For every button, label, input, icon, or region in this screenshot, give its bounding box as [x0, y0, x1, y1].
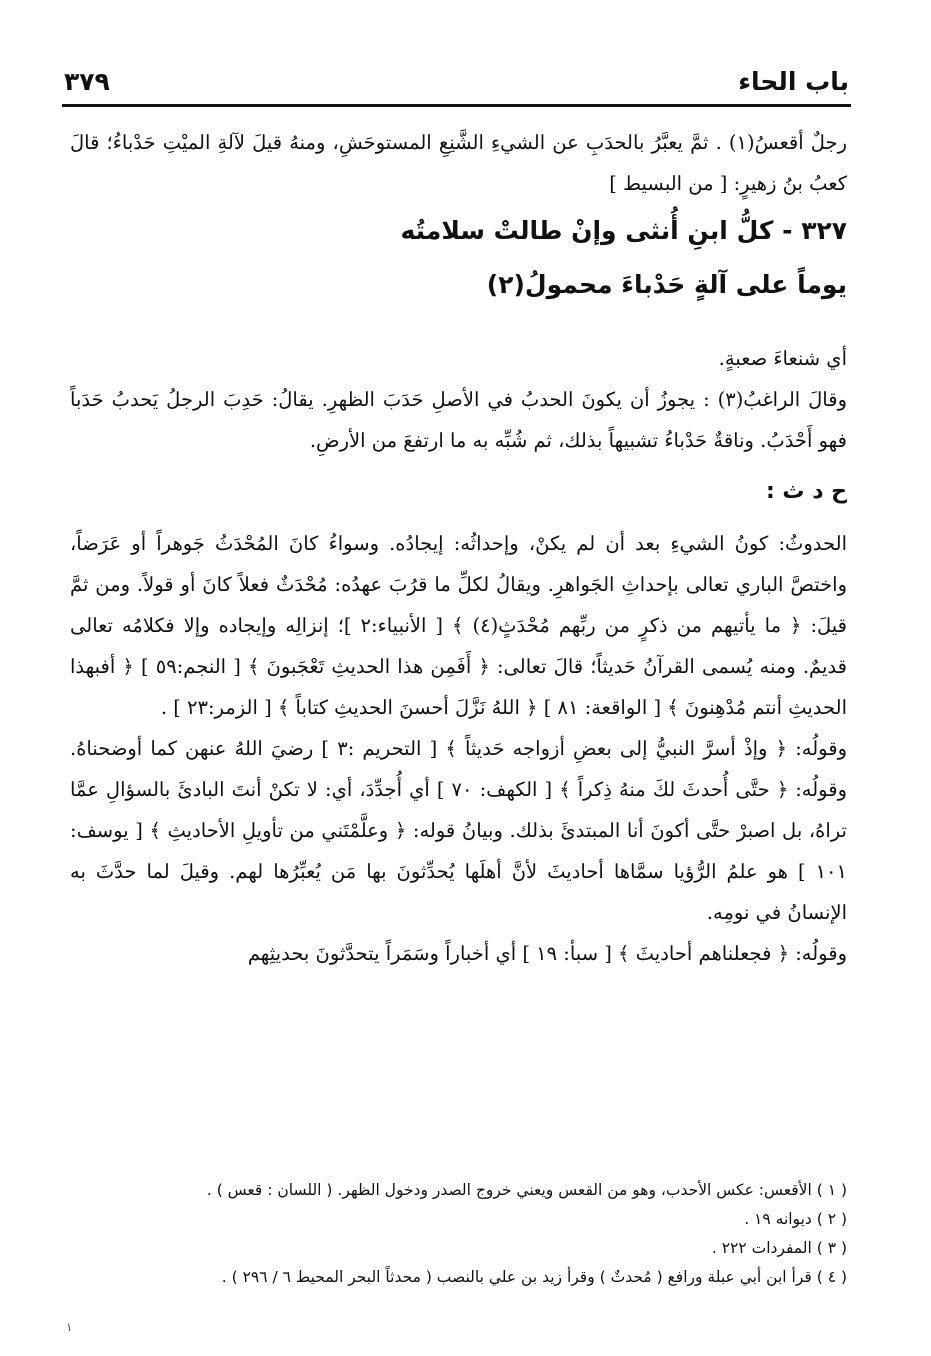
footnote: ( ١ ) الأقعس: عكس الأحدب، وهو من القعس ويعني خروج الصدر ودخول الظهر. ( اللسان : قعس ) .: [206, 1181, 847, 1199]
spacer: [70, 461, 847, 471]
footnote: ( ٢ ) ديوانه ١٩ .: [744, 1210, 847, 1228]
header-rule: [62, 104, 851, 107]
paragraph: وقولُه: ﴿ وإذْ أسرَّ النبيُّ إلى بعضِ أزواجه حَديثاً ﴾ [ التحريم :٣ ] رضيَ اللهُ عنهن كما أوضحناهُ. وقولُه: ﴿ حتَّى أُحدثَ لكَ منهُ ذِكراً ﴾ [ الكهف: ٧٠ ] أي أُجدِّدَ، أي: لا تكنْ أنتَ البادئَ بالسؤالِ عمَّا تراهُ، بل اصبرْ حتَّى أكونَ أنا المبتدئَ بذلك. وبيانُ قوله: ﴿ وعلَّمْتَني من تأويلِ الأحاديثِ ﴾ [ يوسف: ١٠١ ] هو علمُ الرُّؤيا سمَّاها أحاديثَ لأنَّ أهلَها يُحدِّثونَ بها مَن يُعبِّرُها لهم. وقيلَ لما حدَّثَ به الإنسانُ في نومِه.: [70, 737, 847, 924]
spacer: [70, 312, 847, 338]
paragraph: رجلٌ أقعسُ(١) . ثمَّ يعبَّرُ بالحدَبِ عن الشيءِ الشَّنِعِ المستوحَشِ، ومنهُ قيلَ لآلةِ الميْتِ حَدْباءُ؛ قالَ كعبُ بنُ زهيرٍ: [ من البسيط ]: [70, 131, 848, 195]
spacer: [70, 513, 847, 523]
page-header: [64, 58, 849, 104]
poem-verse-first-hemistich: ٣٢٧ - كلُّ ابنِ أُنثى وإنْ طالتْ سلامتُه: [400, 216, 847, 245]
page-number: ٣٧٩: [64, 66, 110, 96]
footnotes: [70, 1176, 847, 1292]
chapter-title: باب الحاء: [738, 66, 849, 96]
paragraph: وقولُه: ﴿ فجعلناهم أحاديثَ ﴾ [ سبأ: ١٩ ] أي أخباراً وسَمَراً يتحدَّثونَ بحديثِهم: [247, 942, 847, 965]
entry-heading: ح د ث :: [765, 479, 847, 504]
paragraph: الحدوثُ: كونُ الشيءِ بعد أن لم يكنْ، وإحداثُه: إيجادُه. وسواءُ كانَ المُحْدَثُ جَوهراً أو عَرَضاً، واختصَّ الباري تعالى بإحداثِ الجَواهرِ. ويقالُ لكلِّ ما قرُبَ عهدُه: مُحْدَثٌ فعلاً كانَ أو قولاً. ومن ثمَّ قيلَ: ﴿ ما يأتيهم من ذكرٍ من ربِّهم مُحْدَثٍ(٤) ﴾ [ الأنبياء:٢ ]؛ إنزالِه وإيجاده وإلا فكلامُه تعالى قديمٌ. ومنه يُسمى القرآنُ حَديثاً؛ قالَ تعالى: ﴿ أَفَمِن هذا الحديثِ تَعْجَبونَ ﴾ [ النجم:٥٩ ] ﴿ أفبهذا الحديثِ أنتم مُدْهِنونَ ﴾ [ الواقعة: ٨١ ] ﴿ اللهُ نَزَّلَ أحسنَ الحديثِ كتاباً ﴾ [ الزمر:٢٣ ] .: [70, 532, 847, 719]
poem-verse-second-hemistich: يوماً على آلةٍ حَدْباءَ محمولُ(٢): [486, 270, 847, 299]
main-text: [70, 122, 847, 974]
page-mark: ١: [66, 1320, 73, 1334]
paragraph: وقالَ الراغبُ(٣) : يجوزُ أن يكونَ الحدبُ في الأصلِ حَدَبَ الظهرِ. يقالُ: حَدِبَ الرجلُ يَحدبُ حَدَباً فهو أَحْدَبُ. وناقةٌ حَدْباءُ تشبيهاً بذلك، ثم شُبِّه به ما ارتفعَ من الأرضِ.: [70, 388, 847, 452]
footnote: ( ٤ ) قرأ ابن أبي عبلة ورافع ( مُحدثٌ ) وقرأ زيد بن علي بالنصب ( محدثاً البحر المحيط ٦ / ٢٩٦ ) .: [221, 1268, 847, 1286]
footnote: ( ٣ ) المفردات ٢٢٢ .: [711, 1239, 847, 1257]
paragraph: أي شنعاءَ صعبةٍ.: [718, 347, 847, 370]
